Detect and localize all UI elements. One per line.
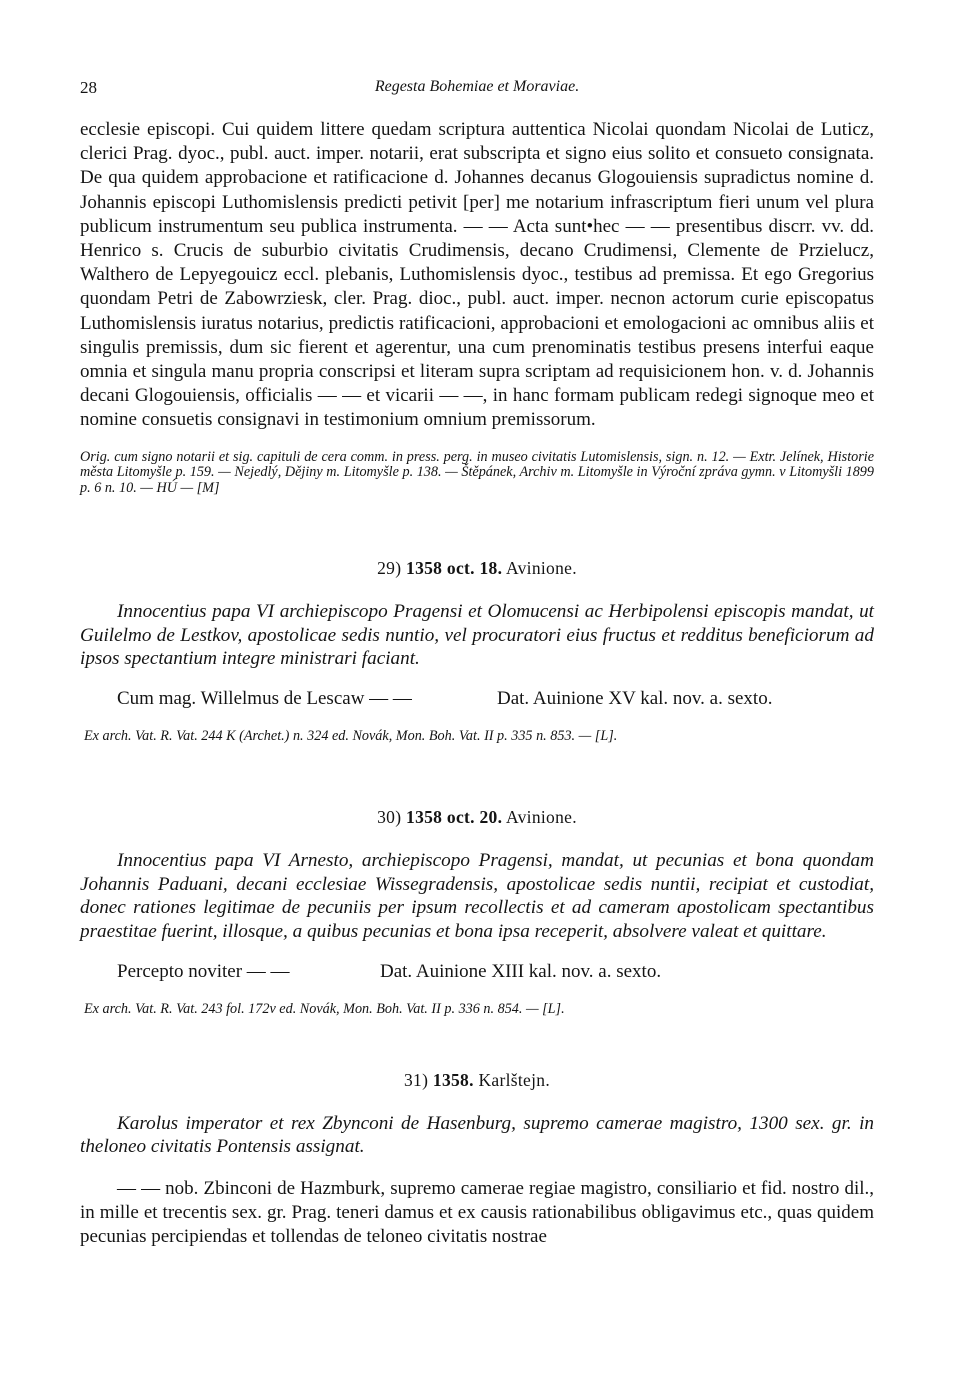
document-regest: Innocentius papa VI archiepiscopo Pragensi et Olomucensi ac Herbipolensi episcopis mandat, ut Guilelmo de Lestkov, apostolicae sedis nuntio, vel procuratori eius fructus et redditus beneficiorum ad ipsos spectantium integre ministrari faciant. bbox=[80, 601, 874, 669]
document-incipit: Cum mag. Willelmus de Lescaw — — bbox=[117, 688, 412, 710]
document-place: Avinione. bbox=[505, 558, 577, 579]
document-date: 1358. bbox=[432, 1069, 474, 1090]
document-date: 1358 oct. 18. bbox=[406, 558, 503, 579]
document-place: Karlštejn. bbox=[478, 1069, 550, 1090]
page-number: 28 bbox=[80, 78, 97, 97]
document-heading bbox=[80, 1070, 874, 1091]
document-29 bbox=[80, 558, 874, 745]
document-incipit: Percepto noviter — — bbox=[117, 960, 290, 982]
continuation-text: ecclesie episcopi. Cui quidem littere quedam scriptura auttentica Nicolai quondam Nicolai de Luticz, clerici Prag. dyoc., publ. auct. imper. notarii, erat subscripta et signo eius solito et consueto consignata. De qua quidem approbacione et ratificacione d. Johannes decanus Glogouiensis supradictus nomine d. Johannis episcopi Luthomislensis predicti petivit [per] me notarium infrascriptum fieri unum vel plura publicum instrumentum seu publica instrumenta. — — Acta sunt•hec — — presentibus discrr. vv. dd. Henrico s. Crucis de suburbio civitatis Crudimensis, decano Crudimensi, Clemente de Przielucz, Walthero de Lepyegouicz eccl. plebanis, Luthomislensis dyoc., testibus ad premissa. Et ego Gregorius quondam Petri de Zabowrziesk, cler. Prag. dioc., publ. auct. imper. necnon actorum curie episcopatus Luthomislensis iuratus notarius, predictis ratificacioni, approbacioni et emologacioni ac omnibus aliis et singulis premissis, dum sic fierent et agerentur, una cum prenominatis testibus presens interfui eaque omnia et singula manu propria conscripsi et literam supra scriptam ad requisicionem hon. v. d. Johannis decani Glogouiensis, officialis — — et vicarii — —, in hanc formam publicam redegi signoque meo et nomine consuetis consignavi in testimonium omnium premissorum. bbox=[80, 119, 874, 431]
document-regest: Innocentius papa VI Arnesto, archiepiscopo Pragensi, mandat, ut pecunias et bona quondam Johannis Paduani, decani ecclesiae Wissegradensis, apostolicae sedis nuntii, recipiat et custodiat, donec rationes legitimae de pecuniis per ipsum recollectis et ad cameram apostolicam spectantibus praestitae fuerint, illosque, a quibus pecunias et bona ipsa receperit, absolvere valeat et quittare. bbox=[80, 850, 874, 942]
page bbox=[80, 70, 874, 1249]
incipit-line bbox=[80, 688, 874, 712]
document-place: Avinione. bbox=[505, 807, 577, 828]
continuation-source-note: Orig. cum signo notarii et sig. capituli de cera comm. in press. perg. in museo civitatis Lutomislensis, sign. n. 12. — Extr. Jelínek, Historie města Litomyšle p. 159. — Nejedlý, Dějiny m. Litomyšle p. 138. — Štěpánek, Archiv m. Litomyšle in Výroční zpráva gymn. v Litomyšli 1899 p. 6 n. 10. — HÚ — [M] bbox=[80, 448, 874, 496]
document-heading bbox=[80, 807, 874, 828]
document-date: 1358 oct. 20. bbox=[406, 807, 503, 828]
document-number: 31) bbox=[403, 1069, 429, 1090]
document-number: 29) bbox=[377, 558, 402, 579]
document-31 bbox=[80, 1070, 874, 1249]
document-dating: Dat. Auinione XV kal. nov. a. sexto. bbox=[497, 688, 773, 710]
incipit-line bbox=[80, 961, 874, 985]
running-title: Regesta Bohemiae et Moraviae. bbox=[374, 78, 580, 95]
document-text: — — nob. Zbinconi de Hazmburk, supremo camerae regiae magistro, consiliario et fid. nostro dil., in mille et trecentis sex. gr. Prag. teneri damus et ex causis rationabilibus obligavimus etc., quas quidem pecunias percipiendas et tollendas de teloneo civitatis nostrae bbox=[80, 1177, 874, 1248]
document-dating: Dat. Auinione XIII kal. nov. a. sexto. bbox=[380, 960, 662, 982]
document-regest: Karolus imperator et rex Zbynconi de Hasenburg, supremo camerae magistro, 1300 sex. gr. in theloneo civitatis Pontensis assignat. bbox=[80, 1112, 874, 1158]
document-number: 30) bbox=[377, 807, 402, 828]
document-30 bbox=[80, 807, 874, 1018]
document-archive-note: Ex arch. Vat. R. Vat. 243 fol. 172v ed. Novák, Mon. Boh. Vat. II p. 336 n. 854. — [L]. bbox=[84, 1000, 565, 1017]
running-head bbox=[80, 70, 874, 110]
document-archive-note: Ex arch. Vat. R. Vat. 244 K (Archet.) n. 324 ed. Novák, Mon. Boh. Vat. II p. 335 n. 853. — [L]. bbox=[84, 728, 618, 745]
document-heading bbox=[80, 558, 874, 579]
